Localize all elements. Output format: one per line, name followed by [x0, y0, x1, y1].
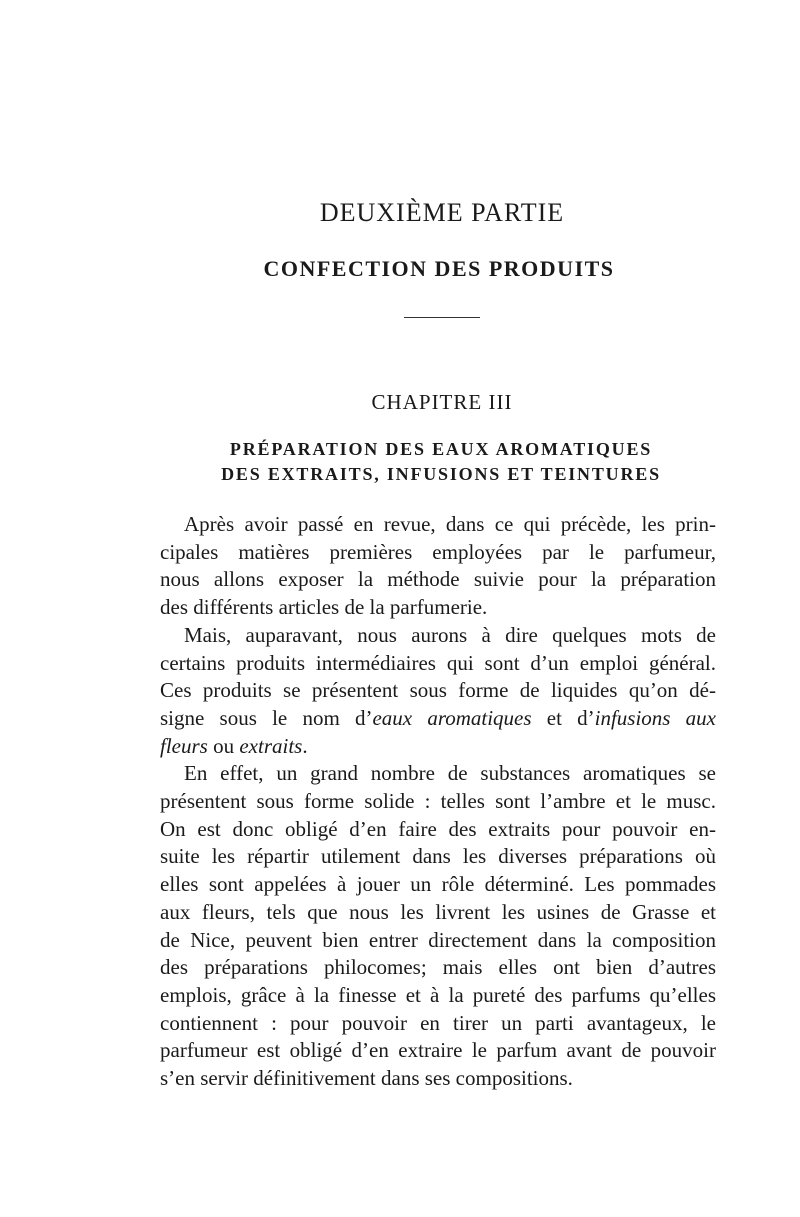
text-line	[160, 705, 716, 733]
text-line: contiennent : pour pouvoir en tirer un parti avantageux, le	[160, 1010, 716, 1035]
paragraph	[160, 511, 716, 622]
text-run: signe sous le nom d’	[160, 705, 373, 730]
paragraph	[160, 760, 716, 1092]
italic-term: fleurs	[160, 733, 208, 758]
chapter-label: CHAPITRE III	[371, 390, 513, 414]
text-line: présentent sous forme solide : telles sont l’ambre et le musc.	[160, 789, 716, 814]
text-line	[160, 733, 716, 761]
text-line: aux fleurs, tels que nous les livrent les usines de Grasse et	[160, 899, 716, 924]
text-line: des préparations philocomes; mais elles ont bien d’autres	[160, 955, 716, 980]
text-line: En effet, un grand nombre de substances aromatiques se	[184, 761, 716, 786]
text-line: elles sont appelées à jouer un rôle déterminé. Les pommades	[160, 872, 716, 897]
text-line: certains produits intermédiaires qui sont d’un emploi général.	[160, 650, 716, 675]
text-line: emplois, grâce à la finesse et à la pureté des parfums qu’elles	[160, 982, 716, 1007]
text-line: On est donc obligé d’en faire des extraits pour pouvoir en-	[160, 816, 716, 841]
text-run: et d’	[531, 705, 595, 730]
text-line: Ces produits se présentent sous forme de liquides qu’on dé-	[160, 678, 716, 703]
italic-term: extraits	[239, 733, 303, 758]
text-line: des différents articles de la parfumerie.	[160, 595, 488, 620]
italic-term: infusions aux	[594, 705, 716, 730]
text-line: s’en servir définitivement dans ses compositions.	[160, 1066, 573, 1091]
title-divider	[404, 317, 480, 318]
chapter-title-line: DES EXTRAITS, INFUSIONS ET TEINTURES	[221, 464, 661, 484]
chapter-title	[0, 437, 800, 487]
text-line: Après avoir passé en revue, dans ce qui précède, les prin-	[184, 512, 716, 536]
text-line: Mais, auparavant, nous aurons à dire quelques mots de	[184, 622, 716, 647]
part-title: DEUXIÈME PARTIE	[319, 198, 565, 227]
chapter-title-line: PRÉPARATION DES EAUX AROMATIQUES	[229, 439, 653, 459]
text-line: parfumeur est obligé d’en extraire le parfum avant de pouvoir	[160, 1038, 716, 1063]
text-line: suite les répartir utilement dans les diverses préparations où	[160, 844, 716, 869]
text-line: nous allons exposer la méthode suivie pour la préparation	[160, 567, 716, 592]
text-line: de Nice, peuvent bien entrer directement dans la composition	[160, 927, 716, 952]
text-line: cipales matières premières employées par le parfumeur,	[160, 539, 716, 564]
main-title: CONFECTION DES PRODUITS	[263, 256, 615, 281]
text-run: .	[302, 733, 308, 758]
body-text	[160, 511, 716, 1093]
text-run: ou	[207, 733, 240, 758]
italic-term: eaux aromatiques	[372, 705, 532, 730]
paragraph	[160, 622, 716, 761]
